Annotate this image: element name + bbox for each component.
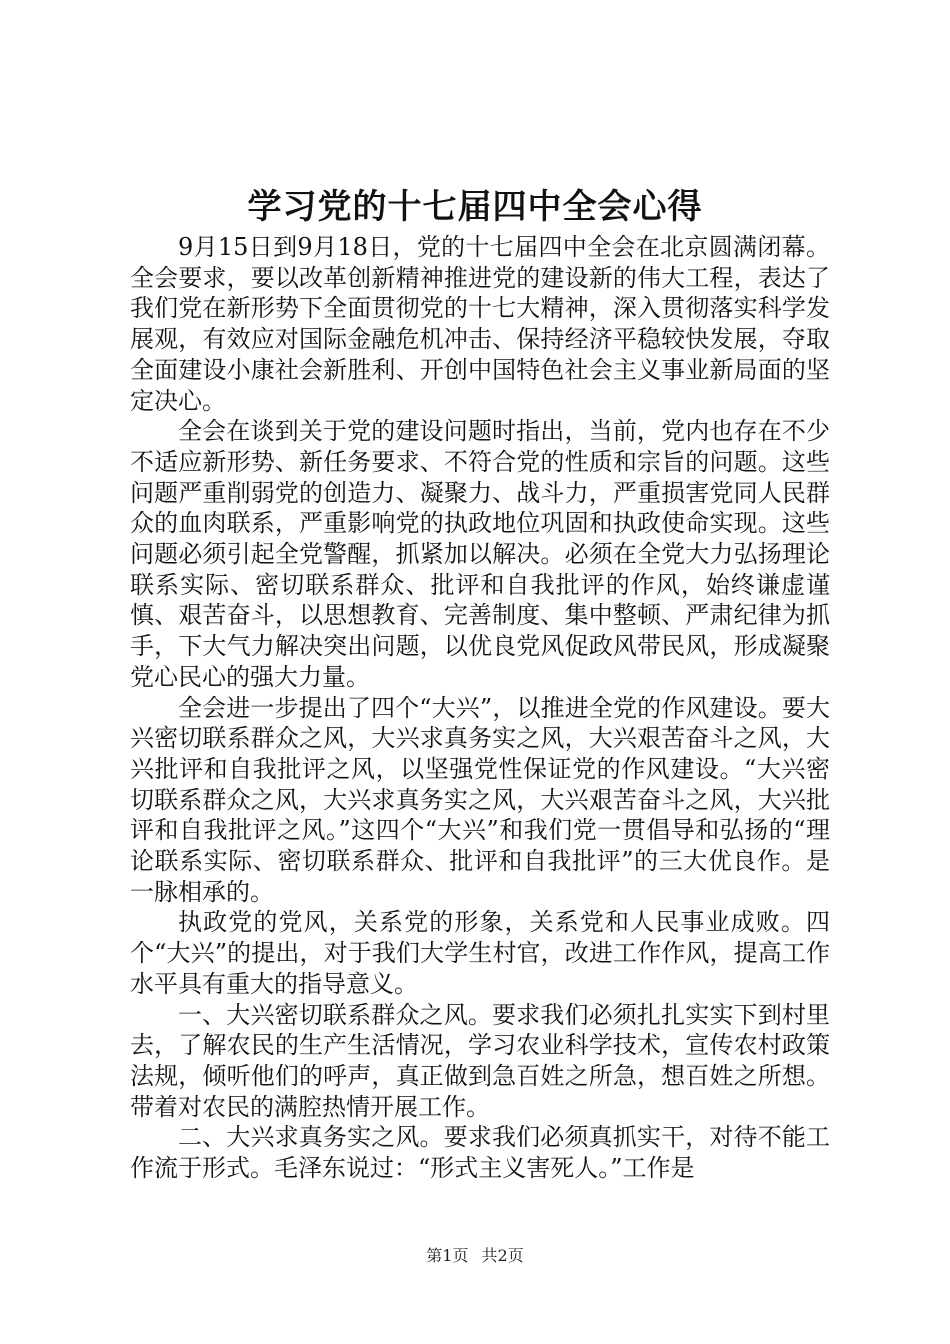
paragraph-6: 二、大兴求真务实之风。要求我们必须真抓实干，对待不能工作流于形式。毛泽东说过：“形式主义害死人。”工作是 (130, 1123, 830, 1183)
paragraph-3: 全会进一步提出了四个“大兴”，以推进全党的作风建设。要大兴密切联系群众之风，大兴求真务实之风，大兴艰苦奋斗之风，大兴批评和自我批评之风，以坚强党性保证党的作风建设。“大兴密切联系群众之风，大兴求真务实之风，大兴艰苦奋斗之风，大兴批评和自我批评之风。”这四个“大兴”和我们党一贯倡导和弘扬的“理论联系实际、密切联系群众、批评和自我批评”的三大优良作。是一脉相承的。 (130, 693, 830, 906)
page-number-total: 共2页 (481, 1246, 524, 1265)
page-footer (0, 1246, 950, 1266)
paragraph-2: 全会在谈到关于党的建设问题时指出，当前，党内也存在不少不适应新形势、新任务要求、不符合党的性质和宗旨的问题。这些问题严重削弱党的创造力、凝聚力、战斗力，严重损害党同人民群众的血肉联系，严重影响党的执政地位巩固和执政使命实现。这些问题必须引起全党警醒，抓紧加以解决。必须在全党大力弘扬理论联系实际、密切联系群众、批评和自我批评的作风，始终谦虚谨慎、艰苦奋斗，以思想教育、完善制度、集中整顿、严肃纪律为抓手，下大气力解决突出问题，以优良党风促政风带民风，形成凝聚党心民心的强大力量。 (130, 417, 830, 691)
paragraph-4: 执政党的党风，关系党的形象，关系党和人民事业成败。四个“大兴”的提出，对于我们大学生村官，改进工作作风，提高工作水平具有重大的指导意义。 (130, 908, 830, 998)
document-title: 学习党的十七届四中全会心得 (247, 187, 703, 227)
paragraph-1: 9月15日到9月18日，党的十七届四中全会在北京圆满闭幕。全会要求，要以改革创新精神推进党的建设新的伟大工程，表达了我们党在新形势下全面贯彻党的十七大精神，深入贯彻落实科学发展观，有效应对国际金融危机冲击、保持经济平稳较快发展，夺取全面建设小康社会新胜利、开创中国特色社会主义事业新局面的坚定决心。 (130, 233, 830, 415)
paragraph-5: 一、大兴密切联系群众之风。要求我们必须扎扎实实下到村里去，了解农民的生产生活情况，学习农业科学技术，宣传农村政策法规，倾听他们的呼声，真正做到急百姓之所急，想百姓之所想。带着对农民的满腔热情开展工作。 (130, 1000, 830, 1121)
document-body (130, 232, 830, 1184)
page-number-current: 第1页 (426, 1246, 469, 1265)
